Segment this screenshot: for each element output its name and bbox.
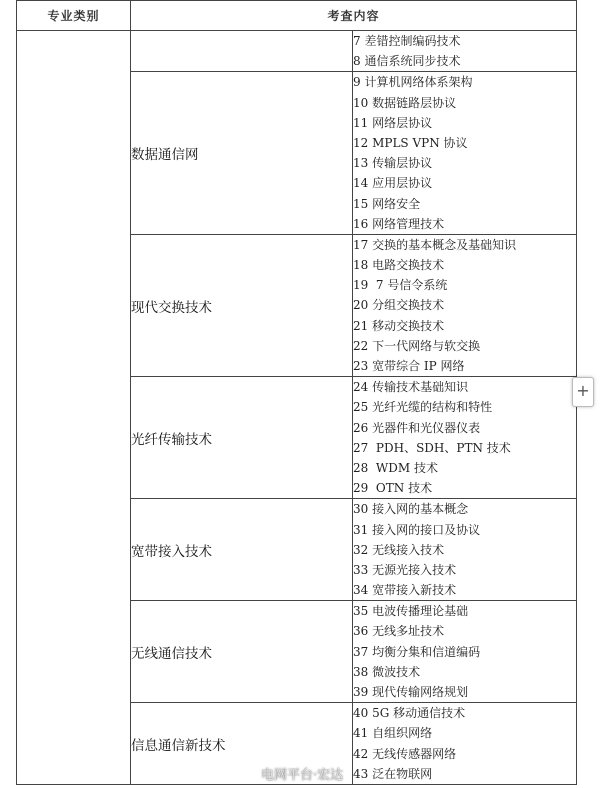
syllabus-table [16, 0, 577, 785]
item-text: 宽带综合 IP 网络 [368, 359, 465, 373]
table-body [17, 31, 577, 785]
content-item [353, 397, 576, 417]
item-text: 无源光接入技术 [368, 562, 457, 577]
content-item [353, 235, 576, 255]
content-item [353, 540, 576, 560]
content-item [353, 723, 576, 743]
content-item [353, 458, 576, 478]
item-text: 电波传播理论基础 [368, 604, 469, 619]
watermark-text: 电网平台·宏达 [261, 768, 344, 783]
content-cell [353, 703, 577, 785]
item-number: 20 [353, 298, 369, 313]
item-text: 传输层协议 [368, 156, 433, 171]
item-text: 5G 移动通信技术 [368, 706, 466, 721]
content-item [353, 744, 576, 764]
item-number: 41 [353, 726, 369, 741]
category-cell: 数据通信网 [131, 72, 353, 235]
item-number: 26 [353, 420, 369, 435]
item-number: 30 [353, 502, 369, 517]
content-item [353, 93, 576, 113]
content-item [353, 642, 576, 662]
content-cell [353, 234, 577, 376]
weibo-logo-icon [240, 769, 258, 783]
item-text: 通信系统同步技术 [360, 54, 461, 69]
content-item [353, 621, 576, 641]
item-text: 光器件和光仪器仪表 [368, 420, 481, 435]
category-cell: 宽带接入技术 [131, 499, 353, 601]
content-item [353, 662, 576, 682]
content-item [353, 51, 576, 71]
header-content: 考查内容 [131, 1, 577, 31]
content-item [353, 31, 576, 51]
category-cell: 现代交换技术 [131, 234, 353, 376]
table-row [17, 31, 577, 72]
content-item [353, 418, 576, 438]
item-text: 差错控制编码技术 [360, 34, 461, 48]
content-item [353, 580, 576, 600]
item-text: 微波技术 [368, 664, 421, 679]
item-text: 光纤光缆的结构和特性 [368, 400, 493, 415]
item-number: 38 [353, 664, 369, 679]
item-number: 13 [353, 156, 369, 171]
header-category: 专业类别 [17, 1, 131, 31]
item-text: MPLS VPN 协议 [368, 135, 468, 150]
item-number: 33 [353, 562, 369, 577]
category-cell: 信息通信新技术 [131, 703, 353, 785]
content-cell [353, 377, 577, 499]
item-number: 9 [353, 75, 361, 90]
item-text: 网络管理技术 [368, 216, 445, 231]
item-text: 应用层协议 [368, 176, 433, 191]
item-text: 分组交换技术 [368, 298, 445, 313]
item-number: 17 [353, 237, 369, 252]
category-cell [131, 31, 353, 72]
content-item [353, 560, 576, 580]
content-item [353, 275, 576, 295]
item-text: OTN 技术 [368, 481, 433, 496]
item-number: 21 [353, 318, 369, 333]
item-text: 7 号信令系统 [368, 278, 448, 293]
content-item [353, 601, 576, 621]
item-number: 8 [353, 54, 361, 69]
content-cell [353, 72, 577, 235]
item-text: 自组织网络 [368, 726, 433, 741]
item-number: 34 [353, 583, 369, 598]
content-item [353, 133, 576, 153]
item-text: 电路交换技术 [368, 258, 445, 273]
content-item [353, 214, 576, 234]
item-number: 18 [353, 258, 369, 273]
content-cell [353, 499, 577, 601]
item-number: 22 [353, 338, 369, 353]
item-number: 11 [353, 115, 369, 130]
item-number: 23 [353, 359, 369, 373]
item-text: 接入网的基本概念 [368, 502, 469, 517]
content-item [353, 520, 576, 540]
item-number: 29 [353, 481, 369, 496]
item-number: 35 [353, 604, 369, 619]
item-text: 计算机网络体系架构 [360, 75, 473, 90]
item-number: 7 [353, 34, 361, 48]
item-number: 32 [353, 542, 369, 557]
item-number: 16 [353, 216, 369, 231]
content-item [353, 336, 576, 356]
item-text: 无线接入技术 [368, 542, 445, 557]
item-text: 无线多址技术 [368, 624, 445, 639]
category-cell: 无线通信技术 [131, 601, 353, 703]
content-item [353, 72, 576, 92]
expand-plus-button[interactable]: + [572, 377, 594, 407]
item-number: 27 [353, 440, 369, 455]
item-text: 数据链路层协议 [368, 95, 457, 110]
item-text: 下一代网络与软交换 [368, 338, 481, 353]
item-text: 传输技术基础知识 [368, 380, 469, 395]
item-number: 28 [353, 460, 369, 475]
item-number: 40 [353, 706, 369, 721]
content-item [353, 438, 576, 458]
item-number: 24 [353, 380, 369, 395]
content-item [353, 682, 576, 702]
content-item [353, 478, 576, 498]
item-text: 网络安全 [368, 196, 421, 211]
content-item [353, 377, 576, 397]
item-number: 10 [353, 95, 369, 110]
watermark [240, 764, 343, 783]
content-cell [353, 31, 577, 72]
item-number: 43 [353, 766, 369, 781]
item-number: 39 [353, 685, 369, 699]
item-number: 42 [353, 746, 369, 761]
item-text: 无线传感器网络 [368, 746, 457, 761]
item-text: 宽带接入新技术 [368, 583, 457, 598]
item-number: 25 [353, 400, 369, 415]
content-item [353, 255, 576, 275]
item-text: 现代传输网络规划 [368, 685, 469, 699]
content-item [353, 295, 576, 315]
item-text: PDH、SDH、PTN 技术 [368, 440, 511, 455]
content-item [353, 153, 576, 173]
item-number: 14 [353, 176, 369, 191]
item-text: 交换的基本概念及基础知识 [368, 237, 517, 252]
content-item [353, 703, 576, 723]
item-text: 接入网的接口及协议 [368, 522, 481, 537]
content-item [353, 499, 576, 519]
content-cell [353, 601, 577, 703]
item-number: 12 [353, 135, 369, 150]
category-cell: 光纤传输技术 [131, 377, 353, 499]
item-text: 移动交换技术 [368, 318, 445, 333]
item-text: WDM 技术 [368, 460, 438, 475]
content-item [353, 316, 576, 336]
category-blank-cell [17, 31, 131, 785]
item-text: 泛在物联网 [368, 766, 433, 781]
table-header-row [17, 1, 577, 31]
item-number: 19 [353, 278, 369, 293]
content-item [353, 194, 576, 214]
item-number: 31 [353, 522, 369, 537]
content-item [353, 173, 576, 193]
content-item [353, 764, 576, 784]
item-text: 均衡分集和信道编码 [368, 644, 481, 659]
item-number: 36 [353, 624, 369, 639]
content-item [353, 113, 576, 133]
item-number: 37 [353, 644, 369, 659]
item-number: 15 [353, 196, 369, 211]
content-item [353, 356, 576, 376]
item-text: 网络层协议 [368, 115, 433, 130]
